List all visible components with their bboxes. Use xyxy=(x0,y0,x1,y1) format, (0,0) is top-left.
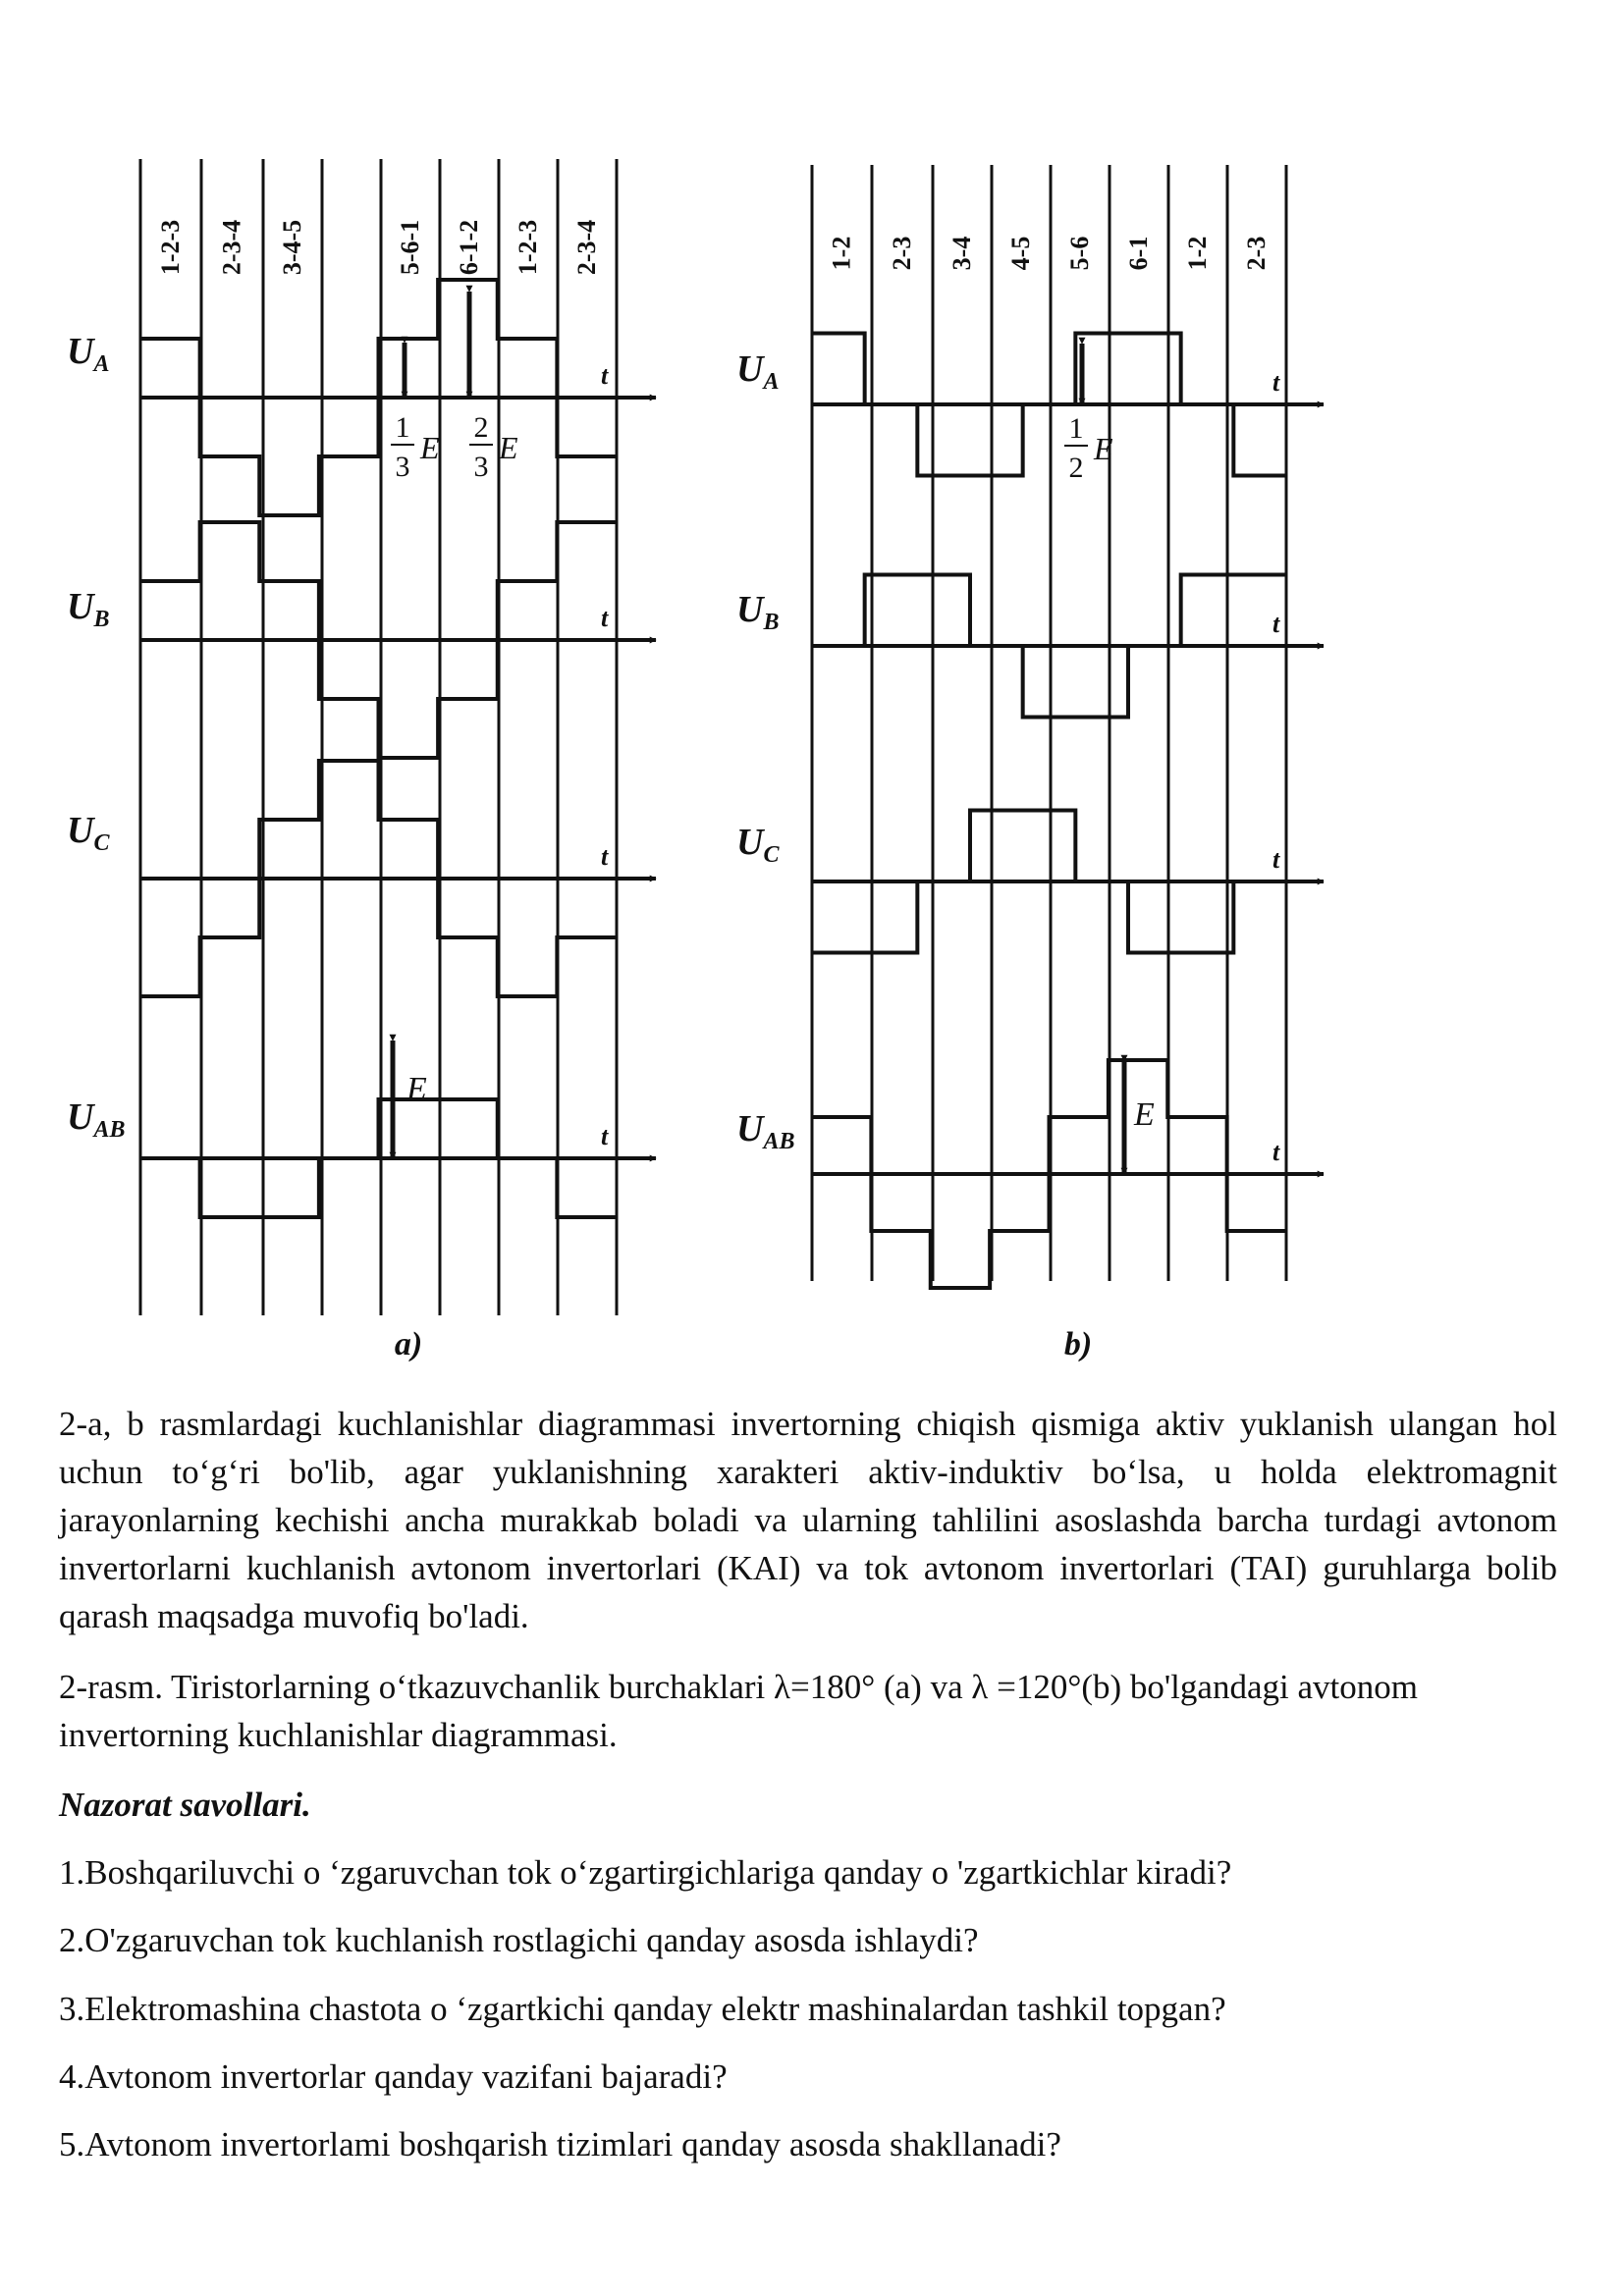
diagram-a xyxy=(67,159,656,1362)
question-5: 5.Avtonom invertorlami boshqarish tizimlari qanday asosda shakllanadi? xyxy=(59,2125,1061,2163)
fraction-denominator: 3 xyxy=(395,451,410,483)
signal-label: $U_{AB}$ xyxy=(67,1096,126,1143)
axis-t-label: t xyxy=(601,842,609,871)
axis-t-label: t xyxy=(1272,1138,1280,1166)
interval-label: 6-1-2 xyxy=(455,219,483,276)
fraction-symbol: E xyxy=(1094,431,1113,466)
axis-t-label: t xyxy=(601,1122,609,1150)
interval-label: 6-1 xyxy=(1124,236,1153,271)
figure-caption: 2-rasm. Tiristorlarning o‘tkazuvchanlik burchaklari λ=180° (a) va λ =120°(b) bo'lgandagi avtonom invertorning kuchlanishlar diagrammasi. xyxy=(59,1668,1418,1754)
signal-label: $U_C$ xyxy=(736,822,780,868)
signal-label: $U_A$ xyxy=(736,348,780,395)
interval-label: 3-4-5 xyxy=(278,219,306,276)
signal-label: $U_B$ xyxy=(67,586,110,632)
fraction-numerator: 2 xyxy=(473,411,489,444)
e-label: E xyxy=(406,1071,427,1107)
axis-t-label: t xyxy=(601,604,609,632)
axis-t-label: t xyxy=(601,361,609,390)
interval-label: 2-3-4 xyxy=(572,219,601,276)
fraction-symbol: E xyxy=(499,430,518,465)
interval-label: 1-2-3 xyxy=(514,219,542,276)
fraction-symbol: E xyxy=(420,430,440,465)
interval-label: 1-2-3 xyxy=(156,219,185,276)
question-4: 4.Avtonom invertorlar qanday vazifani bajaradi? xyxy=(59,2057,728,2096)
interval-label: 2-3 xyxy=(1242,236,1271,271)
paragraph-description: 2-a, b rasmlardagi kuchlanishlar diagrammasi invertorning chiqish qismiga aktiv yuklanish ulangan hol uchun to‘g‘ri bo'lib, agar yuklanishning xarakteri aktiv-induktiv bo‘lsa, u holda elektromagnit jarayonlarning kechishi ancha murakkab boladi va ularning tahlilini asoslashda barcha turdagi avtonom invertorlarni kuchlanish avtonom invertorlari (KAI) va tok avtonom invertorlari (TAI) guruhlarga bolib qarash maqsadga muvofiq bo'ladi. xyxy=(59,1405,1557,1635)
signal-label: $U_{AB}$ xyxy=(736,1108,795,1154)
question-3: 3.Elektromashina chastota o ‘zgartkichi qanday elektr mashinalardan tashkil topgan? xyxy=(59,1990,1226,2028)
question-2: 2.O'zgaruvchan tok kuchlanish rostlagichi qanday asosda ishlaydi? xyxy=(59,1921,979,1959)
interval-label: 1-2 xyxy=(1183,236,1212,271)
diagram-b xyxy=(736,165,1324,1362)
e-label: E xyxy=(1134,1096,1155,1133)
signal-label: $U_A$ xyxy=(67,331,110,377)
interval-label: 2-3 xyxy=(888,236,916,271)
section-heading: Nazorat savollari. xyxy=(59,1786,311,1824)
interval-label: 2-3-4 xyxy=(217,219,246,276)
fraction-denominator: 2 xyxy=(1068,452,1084,484)
axis-t-label: t xyxy=(1272,610,1280,638)
interval-label: 5-6-1 xyxy=(396,219,424,276)
axis-t-label: t xyxy=(1272,845,1280,874)
fraction-numerator: 1 xyxy=(1068,412,1084,445)
question-1: 1.Boshqariluvchi o ‘zgaruvchan tok o‘zgartirgichlariga qanday o 'zgartkichlar kiradi? xyxy=(59,1853,1232,1892)
diagram-caption: b) xyxy=(1063,1326,1093,1362)
signal-label: $U_B$ xyxy=(736,589,780,635)
interval-label: 4-5 xyxy=(1006,236,1035,271)
interval-label: 3-4 xyxy=(947,236,976,271)
interval-label: 5-6 xyxy=(1065,236,1094,271)
diagram-caption: a) xyxy=(394,1326,423,1362)
fraction-numerator: 1 xyxy=(395,411,410,444)
fraction-denominator: 3 xyxy=(473,451,489,483)
signal-label: $U_C$ xyxy=(67,810,110,856)
interval-label: 1-2 xyxy=(827,236,856,271)
axis-t-label: t xyxy=(1272,368,1280,397)
